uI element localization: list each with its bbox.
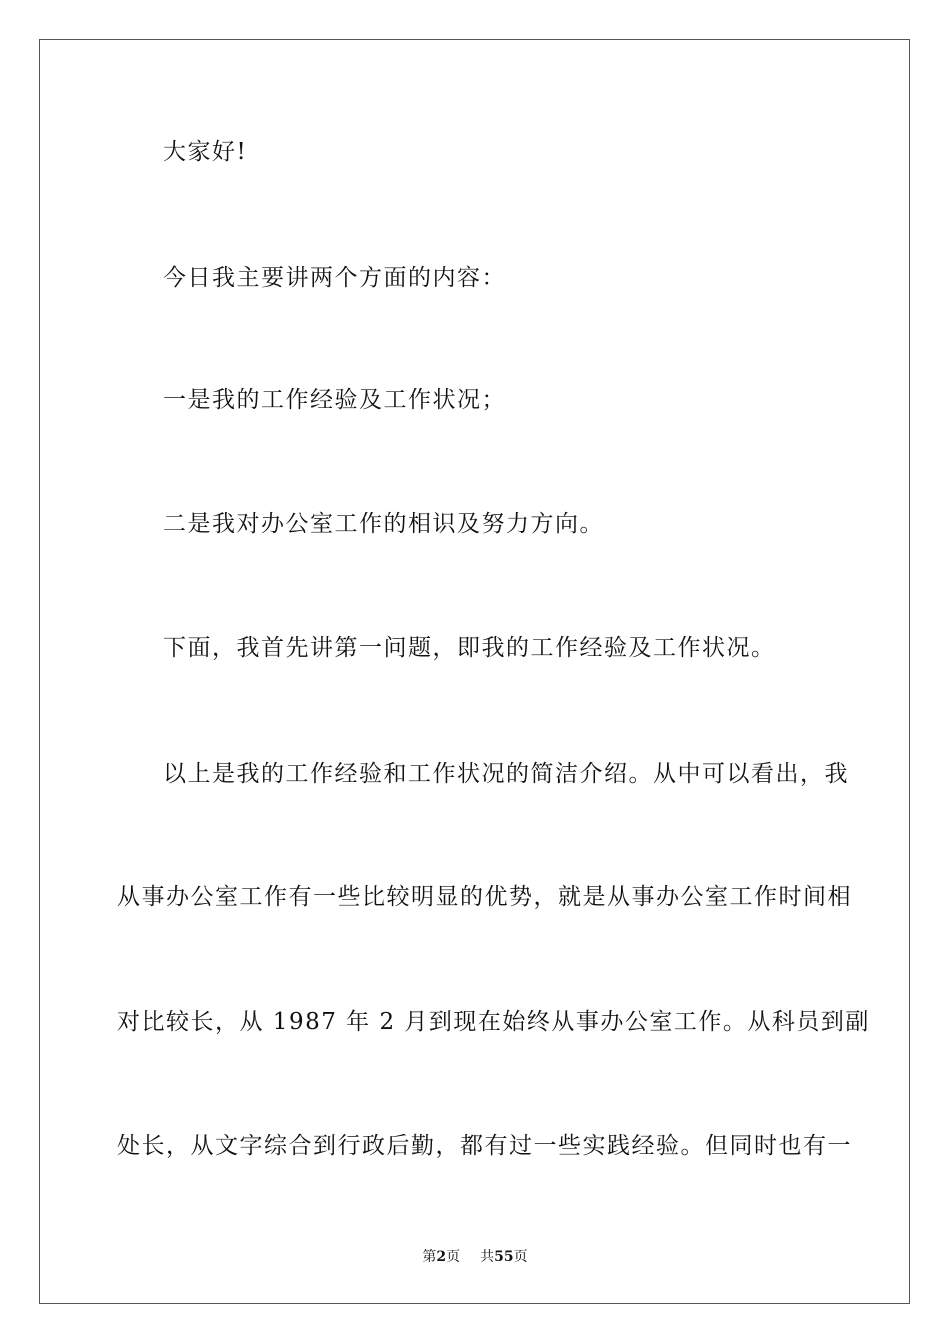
paragraph-point-one: 一是我的工作经验及工作状况； [163,387,506,413]
body-line-1: 以上是我的工作经验和工作状况的简洁介绍。从中可以看出，我 [163,761,849,787]
paragraph-intro: 今日我主要讲两个方面的内容： [163,265,506,291]
page-number: 2 [436,1249,447,1265]
body-line-4: 处长，从文字综合到行政后勤，都有过一些实践经验。但同时也有一 [117,1133,852,1159]
page-prefix: 第 [422,1249,437,1265]
page-border [39,39,910,1304]
total-pages: 55 [494,1249,514,1265]
page-footer [0,1248,950,1266]
paragraph-greeting: 大家好! [163,139,248,165]
paragraph-transition: 下面，我首先讲第一问题，即我的工作经验及工作状况。 [163,635,776,661]
page-suffix: 页 [446,1249,461,1265]
paragraph-point-two: 二是我对办公室工作的相识及努力方向。 [163,511,604,537]
total-suffix: 页 [513,1249,528,1265]
body-line-2: 从事办公室工作有一些比较明显的优势，就是从事办公室工作时间相 [117,884,852,910]
total-prefix: 共 [480,1249,495,1265]
body-line-3: 对比较长，从 1987 年 2 月到现在始终从事办公室工作。从科员到副 [117,1009,870,1035]
